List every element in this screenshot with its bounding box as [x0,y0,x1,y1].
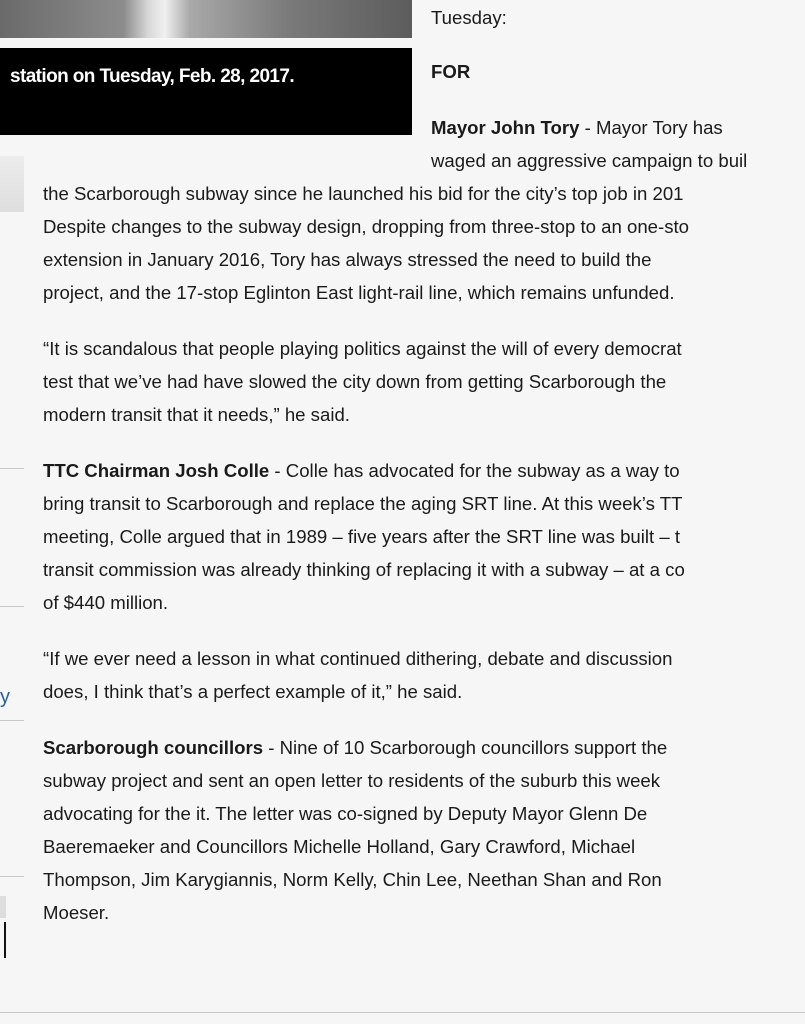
photo-caption: station on Tuesday, Feb. 28, 2017. [10,66,295,87]
sidebar-divider [0,468,24,469]
article-photo [0,0,412,38]
sidebar-divider [0,606,24,607]
section-heading-for: FOR [431,61,471,82]
colle-paragraph-line [43,454,680,487]
photo-caption-bar [0,48,412,135]
tory-quote-line: test that we’ve had have slowed the city down from getting Scarborough the [43,371,667,392]
colle-paragraph-line: meeting, Colle argued that in 1989 – five years after the SRT line was built – t [43,526,681,547]
tory-quote-line: modern transit that it needs,” he said. [43,404,350,425]
councillors-paragraph-line: subway project and sent an open letter to residents of the suburb this week [43,770,661,791]
tory-quote-line: “It is scandalous that people playing politics against the will of every democrat [43,338,682,359]
councillors-name: Scarborough councillors [43,737,264,758]
tory-name: Mayor John Tory [431,117,580,138]
tory-paragraph-line: project, and the 17-stop Eglinton East light-rail line, which remains unfunded. [43,282,675,303]
colle-name: TTC Chairman Josh Colle [43,460,270,481]
colle-quote-line: does, I think that’s a perfect example of it,” he said. [43,681,463,702]
councillors-text: - Nine of 10 Scarborough councillors support the [263,737,668,758]
councillors-paragraph-line: Moeser. [43,902,110,923]
sidebar-box [0,896,6,918]
sidebar-divider [0,720,24,721]
colle-paragraph-line: of $440 million. [43,592,169,613]
colle-text: - Colle has advocated for the subway as a way to [269,460,680,481]
councillors-paragraph-line: advocating for the it. The letter was co-signed by Deputy Mayor Glenn De [43,803,648,824]
sidebar-thumbnail[interactable] [0,156,24,212]
tory-paragraph-line: Despite changes to the subway design, dropping from three-stop to an one-sto [43,216,690,237]
councillors-paragraph-line: Thompson, Jim Karygiannis, Norm Kelly, Chin Lee, Neethan Shan and Ron [43,869,662,890]
sidebar-input-edge[interactable] [0,922,6,958]
sidebar-link-fragment[interactable]: y [0,686,10,708]
councillors-paragraph-line: Baeremaeker and Councillors Michelle Holland, Gary Crawford, Michael [43,836,636,857]
intro-label: Tuesday: [431,7,507,28]
colle-paragraph-line: transit commission was already thinking of replacing it with a subway – at a co [43,559,685,580]
sidebar-divider [0,876,24,877]
tory-text: - Mayor Tory has [579,117,723,138]
tory-paragraph-line: waged an aggressive campaign to buil [431,150,748,171]
bottom-divider [0,1012,805,1013]
tory-paragraph-line [431,111,723,144]
tory-paragraph-line: extension in January 2016, Tory has always stressed the need to build the [43,249,652,270]
tory-paragraph-line: the Scarborough subway since he launched his bid for the city’s top job in 201 [43,183,684,204]
councillors-paragraph-line [43,731,667,764]
colle-paragraph-line: bring transit to Scarborough and replace the aging SRT line. At this week’s TT [43,493,683,514]
colle-quote-line: “If we ever need a lesson in what continued dithering, debate and discussion [43,648,673,669]
